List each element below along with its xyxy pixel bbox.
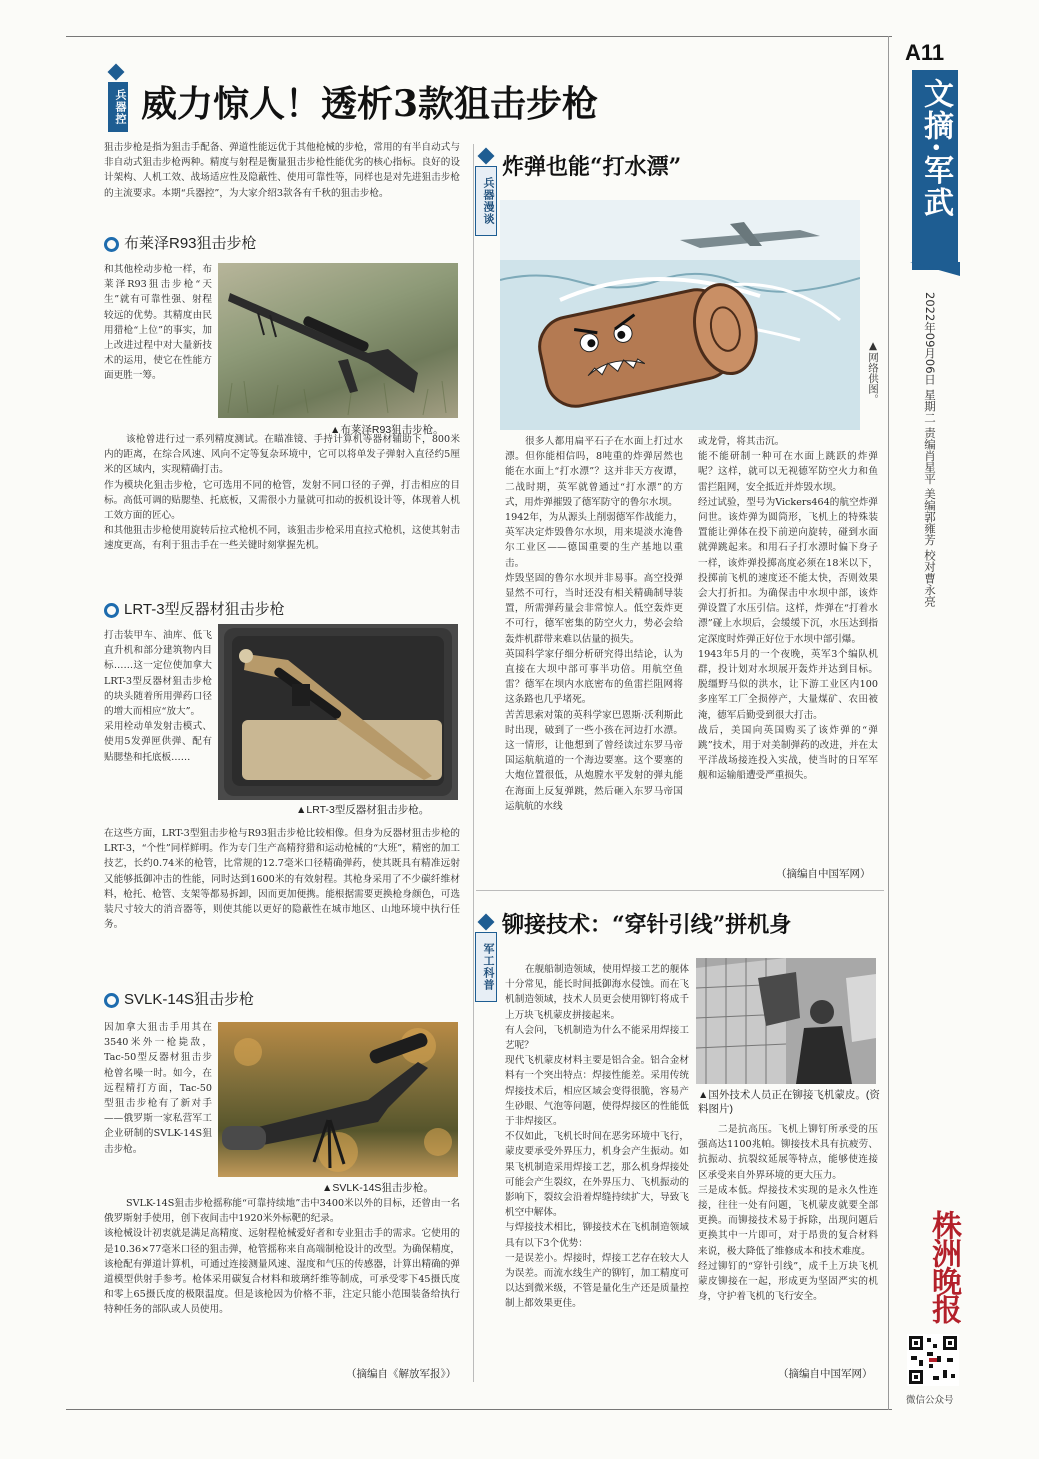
banner-fold [910, 262, 960, 276]
title-diamond-icon [108, 64, 125, 81]
rivet-title: 铆接技术：“穿针引线”拼机身 [502, 912, 792, 938]
comic-title: 炸弹也能“打水漂” [502, 154, 682, 180]
qr-caption: 微信公众号 [906, 1395, 954, 1406]
circle-bullet-icon [104, 603, 119, 618]
date-line: 2022年09月06日 星期二 责编肖星平 美编郭雍芳 校对曹永亮 [923, 292, 937, 607]
r93-side-text: 和其他栓动步枪一样，布莱泽R93狙击步枪“天生”就有可靠性强、射程较远的优势。其精度由民用猎枪“上位”的事实，加上改进过程中对大量新技术的运用，使它在性能方面更胜一筹。 [104, 264, 212, 382]
comic-source: （摘编自中国军网） [776, 868, 871, 880]
sidebar-rule [888, 36, 889, 1410]
circle-bullet-icon [104, 237, 119, 252]
svlk-source: （摘编自《解放军报》） [346, 1368, 457, 1380]
tag-comic: 兵器漫谈 [475, 166, 497, 236]
main-title: 威力惊人！透析3款狙击步枪 [141, 83, 599, 125]
rivet-source: （摘编自中国军网） [778, 1368, 873, 1380]
svlk-heading: SVLK-14S狙击步枪 [104, 988, 254, 1009]
svlk-side-text: 因加拿大狙击手用其在3540米外一枪毙敌，Tac-50型反器材狙击步枪曾名噪一时。如今，在远程精打方面，Tac-50型狙击步枪有了新对手——俄罗斯一家私营军工企业研制的SVLK-14S狙击步枪。 [104, 1022, 212, 1155]
rivet-col1: 在舰船制造领域，使用焊接工艺的舰体十分常见，能长时间抵御海水侵蚀。而在飞机制造领域，技术人员更会使用铆钉将成千上万块飞机蒙皮拼接起来。 有人会问，飞机制造为什么不能采用焊接工艺呢？ 现代飞机蒙皮材料主要是铝合金。铝合金材料有一个突出特点：焊接性能差。采用传统焊接技术后，相应区域会变得很脆，容易产生砂眼、气泡等问题，使得焊接区的性能低于非焊接区。 不仅如此，飞机长时间在恶劣环境中飞行，蒙皮要承受外界压力，机身会产生振动。如果飞机制造采用焊接工艺，那么机身焊接处可能会产生裂纹，在外界压力、飞机振动的影响下，裂纹会沿着焊缝持续扩大，导致飞机空中解体。 与焊接技术相比，铆接技术在飞机制造领域具有以下3个优势： 一是误差小。焊接时，焊接工艺存在较大人为误差。而流水线生产的铆钉，加工精度可以达到微米级，不管是量化生产还是质量控制上都效果更佳。 [505, 964, 689, 1310]
comic-col1: 很多人都用扁平石子在水面上打过水漂。但你能相信吗，8吨重的炸弹居然也能在水面上“打水漂”？这并非天方夜谭，二战时期，英军就曾通过“打水漂”的方式，用炸弹摧毁了德军防守的鲁尔水坝。 1942年，为从源头上削弱德军作战能力，英军决定炸毁鲁尔水坝，用来堤淡水淹鲁尔工业区——德国重要的生产基地以重击。 炸毁坚固的鲁尔水坝并非易事。高空投弹显然不可行，当时还没有相关精确制导装置，所需弹药量会非常惊人。低空轰炸更不可行，德军密集的防空火力，势必会给轰炸机群带来难以估量的损失。 英国科学家仔细分析研究得出结论，认为直接在大坝中部可事半功倍。用航空鱼雷？德军在坝内水底密布的鱼雷拦阻网将这条路也几乎堵死。 苦苦思索对策的英科学家巴恩斯·沃利斯此时出现，破到了一些小孩在河边打水漂。这一情形，让他想到了曾经读过东罗马帝国运航航道的一个海边要塞。这个要塞的大炮位置很低，从炮膛水平发射的弹丸能在海面上反复弹跳，然后砸入东罗马帝国运航航的水线 [505, 436, 683, 812]
svlk-full-text: SVLK-14S狙击步枪摇称能“可靠持续地”击中3400米以外的目标，还曾由一名俄罗斯射手使用，创下夜间击中1920米外标靶的纪录。 该枪械设计初衷就是满足高精度、远射程枪械爱好者和专业狙击手的需求。它使用的是10.36×77毫米口径的狙击弹，枪管摇称来自高端制枪设计的改型。为确保精度，该枪配有弹道计算机，可通过连接测量风速、湿度和气压的传感器，计算出精确的弹道模型供射手参考。枪体采用碳复合材料和玻璃纤维等制成，可承受零下45摄氏度和零上65摄氏度的极限温度。但是该枪因为价格不菲，注定只能小范围装备给执行特种任务的部队或人员使用。 [104, 1198, 460, 1316]
r93-heading: 布莱泽R93狙击步枪 [104, 232, 257, 253]
r93-photo [218, 263, 458, 418]
top-rule [66, 36, 892, 37]
section-divider [476, 890, 884, 891]
comic-credit: ▲网络供图。 [867, 340, 879, 405]
rivet-photo [696, 958, 876, 1084]
comic-illustration [500, 200, 860, 430]
svlk-caption: ▲SVLK-14S狙击步枪。 [322, 1182, 434, 1194]
comic-diamond-icon [478, 148, 495, 165]
svlk-photo [218, 1022, 458, 1177]
r93-caption: ▲布莱泽R93狙击步枪。 [330, 424, 444, 436]
page-number: A11 [905, 40, 945, 65]
column-rule [473, 144, 474, 1382]
main-intro: 狙击步枪是指为狙击手配备、弹道性能远优于其他枪械的步枪，常用的有半自动式与非自动式狙击步枪两种。精度与射程是衡量狙击步枪性能优劣的核心指标。良好的设计架构、人机工效、战场适应性及隐蔽性、使用可靠性等，同样也是对先进狙击步枪的主流要求。本期“兵器控”，为大家介绍3款各有千秋的狙击步枪。 [104, 142, 460, 199]
lrt3-photo [218, 624, 458, 800]
rivet-col2: 二是抗高压。飞机上铆钉所承受的压强高达1100兆帕。铆接技术具有抗疲劳、抗振动、抗裂纹延展等特点，能够使连接区承受来自外界环境的更大压力。 三是成本低。焊接技术实现的是永久性连接，往往一处有问题，飞机蒙皮就要全部更换。而铆接技术易于拆除，出现问题后更换其中一片即可，对于昂贵的复合材料来说，极大降低了维修成本和技术难度。 经过铆钉的“穿针引线”，成千上万块飞机蒙皮铆接在一起，形成更为坚固严实的机身，守护着飞机的飞行安全。 [698, 1124, 878, 1303]
lrt3-heading: LRT-3型反器材狙击步枪 [104, 598, 285, 619]
lrt3-full-text: 在这些方面，LRT-3型狙击步枪与R93狙击步枪比较相像。但身为反器材狙击步枪的LRT-3，“个性”同样鲜明。作为专门生产高精狩猎和运动枪械的“大班”，精密的加工技艺，长约0.74米的枪管，比常规的12.7毫米口径精确弹药，使其既具有精准远射又能够抵御冲击的性能，同时达到1600米的有效射程。其枪身采用了不少碳纤维材料，枪托、枪管、支架等都易拆卸，因而更加便携。能根据需要更换枪身颜色，可选装尺寸较大的消音器等，则使其能以更好的隐蔽性在城市地区、山地环境中执行任务。 [104, 828, 460, 931]
comic-col2: 或龙骨，将其击沉。 能不能研制一种可在水面上跳跃的炸弹呢？这样，就可以无视德军防空火力和鱼雷拦阻网，安全抵近并炸毁水坝。 经过试验，型号为Vickers464的航空炸弹问世。该炸弹为圆筒形，飞机上的特殊装置能让弹体在投下前逆向旋转，碰到水面就弹跳起来。和用石子打水漂时偏下身子一样，该炸弹投掷高度必须在18米以下，投掷前飞机的速度还不能太快，否则效果会大打折扣。为确保击中水坝中部，该炸弹设置了水压引信。这样，炸弹在“打着水漂”碰上水坝后，会缓缓下沉，水压达到指定深度时炸弹正好位于水坝中部引爆。 1943年5月的一个夜晚，英军3个编队机群，投计划对水坝展开轰炸并达到目标。脱缰野马似的洪水，让下游工业区内100多座军工厂全损停产，大量煤矿、农田被淹，德军后勤受到很大打击。 战后，美国向英国购买了该炸弹的“弹跳”技术，用于对美制弹药的改进，并在太平洋战场接连投入实战，使当时的日军军舰和运输船遭受严重损失。 [698, 436, 878, 782]
tag-weapon: 兵器控 [108, 82, 128, 132]
qr-code[interactable] [907, 1334, 959, 1386]
lrt3-caption: ▲LRT-3型反器材狙击步枪。 [296, 804, 430, 816]
section-title: 文摘·军武 [918, 78, 953, 219]
tag-science: 军工科普 [475, 932, 497, 1002]
r93-full-text: 该枪曾进行过一系列精度测试。在瞄准镜、手持计算机等器材辅助下，800米内的距离，在综合风速、风向不定等复杂环境中，它可以将单发子弹射入直径约5厘米的区域内，实现精确打击。 作为模块化狙击步枪，它可选用不同的枪管，发射不同口径的子弹，打击相应的目标。高低可调的贴腮垫、托底板，又需很小力量就可扣动的扳机设计等，体现着人机工效方面的匠心。 和其他狙击步枪使用旋转后拉式枪机不同，该狙击步枪采用直拉式枪机，这使其射击速度更高，有利于狙击手在一些关键时刻掌握先机。 [104, 434, 460, 552]
bottom-rule [66, 1409, 892, 1410]
rivet-diamond-icon [478, 914, 495, 931]
section-banner [912, 70, 958, 270]
paper-logo: 株洲晚报 [926, 1210, 961, 1322]
circle-bullet-icon [104, 993, 119, 1008]
rivet-caption: ▲国外技术人员正在铆接飞机蒙皮。(资料图片) [698, 1089, 880, 1115]
lrt3-side-text: 打击装甲车、油库、低飞直升机和部分建筑物内目标……这一定位使加拿大LRT-3型反器材狙击步枪的块头随着所用弹药口径的增大而相应“放大”。 采用栓动单发射击模式、使用5发弹匣供弹、配有贴腮垫和托底板…… [104, 630, 212, 763]
